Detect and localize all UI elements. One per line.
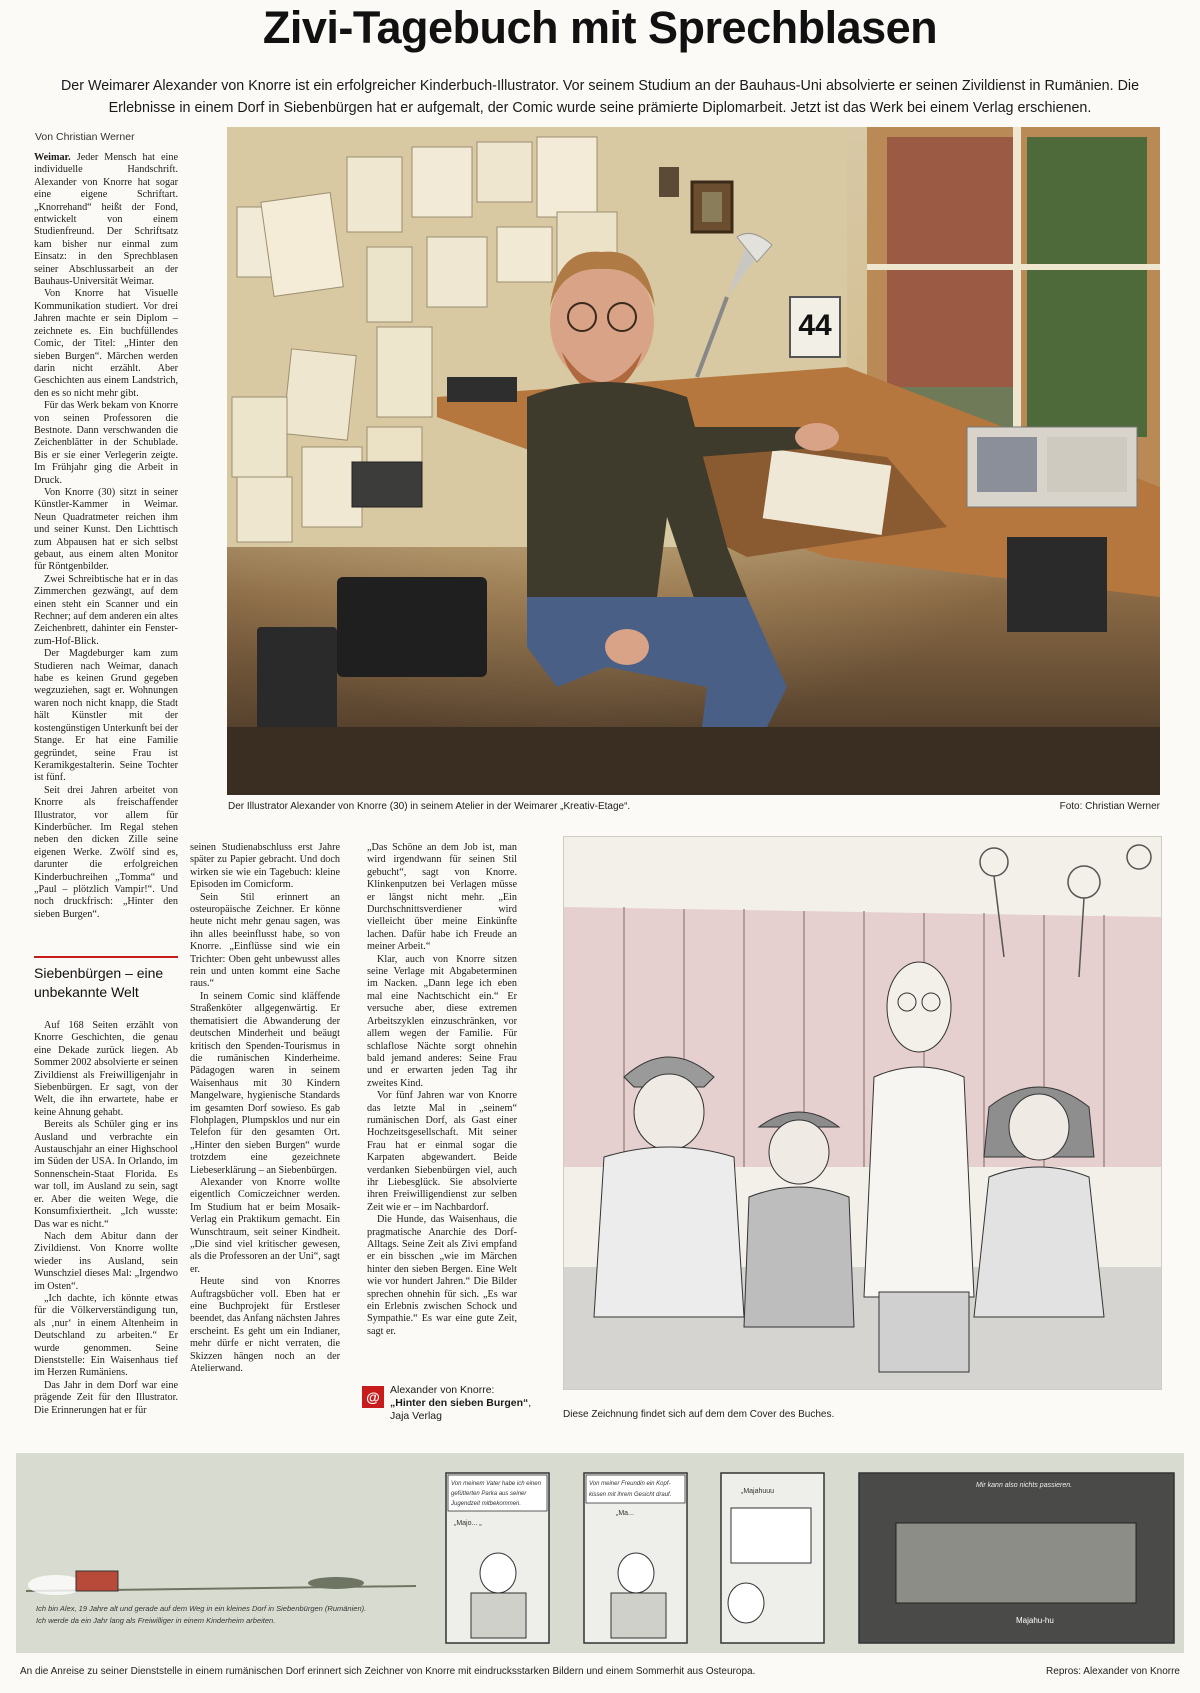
strip-panel-2-speech: „Majo... „ [454, 1520, 482, 1527]
paragraph: Der Magdeburger kam zum Studieren nach Weimar, danach habe es keinen Grund gegeben wegzuziehen, sagt er. Wohnungen waren noch nicht knapp, die Stadt hält Künstler mit der kostengünstigen Unterkunft bei der Stange. Er hat eine Familie gegründet, seine Frau ist Keramikgestalterin. Seine Tochter ist fünf. [34, 648, 179, 784]
paragraph: „Ich dachte, ich könnte etwas für die Völkerverständigung tun, als ‚nur‘ in einem Altenheim in Deutschland zu arbeiten.“ Er wurde genommen. Seine Dienststelle: Ein Waisenhaus tief im Herzen Rumäniens. [34, 1292, 178, 1379]
book-title: „Hinter den sieben Burgen“ [390, 1397, 529, 1409]
paragraph: Klar, auch von Knorre sitzen seine Verlage mit Abgabeterminen im Nacken. „Dann lege ich eben mal eine Nachtschicht ein.“ Er versuche aber, diese extremen Arbeitszyklen einzuschränken, vor allem wegen der Familie. Für schlaflose Nächte sorgt ohnehin bald jemand anderes: Seine Frau und er erwarten jeden Tag ihr zweites Kind. [367, 953, 517, 1089]
photo-credit: Foto: Christian Werner [1059, 801, 1160, 812]
book-reference [362, 1384, 542, 1428]
strip-panel-3-text-1: Von meiner Freundin ein Kopf- [589, 1481, 671, 1487]
byline: Von Christian Werner [35, 131, 135, 143]
article-column-3 [367, 842, 517, 1337]
paragraph-intro-text: Jeder Mensch hat eine individuelle Handschrift. Alexander von Knorre hat sogar eine eigene Schriftart. „Knorrehand“ heißt der Fond, entwickelt von einem Studienfreund. Der Schriftsatz kam bisher nur einmal zum Einsatz: in den Sprechblasen seiner Abschlussarbeit an der Bauhaus-Universität Weimar. [34, 152, 178, 288]
article-column-1b [34, 1020, 178, 1420]
photo-caption: Der Illustrator Alexander von Knorre (30) in seinem Atelier in der Weimarer „Kreativ-Etage“. [228, 801, 631, 812]
comic-strip [16, 1453, 1184, 1653]
strip-panel-1-text-2: Ich werde da ein Jahr lang als Freiwilliger in einem Kinderheim arbeiten. [36, 1616, 276, 1625]
book-reference-text [390, 1384, 540, 1423]
paragraph: „Das Schöne an dem Job ist, man wird irgendwann für seinen Stil gebucht“, sagt von Knorre. Klinkenputzen bei Verlagen müsse er längst nicht mehr. „Ein Durchschnittsverdiener wird vielleicht über meine Einkünfte lachen. Dafür habe ich Freude an meiner Arbeit.“ [367, 842, 517, 953]
strip-credit: Repros: Alexander von Knorre [1046, 1666, 1180, 1677]
paragraph: Nach dem Abitur dann der Zivildienst. Von Knorre wollte wieder ins Ausland, sein Wunschziel dieses Mal: „Irgendwo im Osten“. [34, 1230, 178, 1292]
strip-panel-5 [859, 1473, 1174, 1643]
paragraph: Die Hunde, das Waisenhaus, die pragmatische Anarchie des Dorf-Alltags. Seine Zeit als Zivi empfand er ein bisschen „wie im Märchen hinter den sieben Bergen. Eine Welt wie vor hundert Jahren.“ Die Bilder sprechen ohnehin für sich. „Es war ein Erlebnis zwischen Schock und Sympathie.“ Es war eine gute Zeit, sagt er. [367, 1214, 517, 1337]
paragraph: Für das Werk bekam von Knorre von seinen Professoren die Bestnote. Dann verschwanden die Zeichenblätter in der Schublade. Bis er sie einer Verlegerin zeigte. Im Frühjahr ging die Arbeit in Druck. [34, 400, 178, 486]
at-icon: @ [362, 1386, 384, 1408]
strip-panel-1-text-1: Ich bin Alex, 19 Jahre alt und gerade auf dem Weg in ein kleines Dorf in Siebenbürgen (Rumänien). [36, 1604, 367, 1613]
drawing-illustration [564, 837, 1161, 1389]
article-column-1 [34, 152, 179, 920]
drawing-caption: Diese Zeichnung findet sich auf dem dem Cover des Buches. [563, 1409, 835, 1420]
strip-panel-2-text-3: Jugendzeit mitbekommen. [451, 1501, 522, 1507]
photo-illustration [227, 127, 1160, 795]
cover-drawing [563, 836, 1162, 1390]
dateline: Weimar. [34, 152, 71, 163]
paragraph-intro [34, 152, 178, 288]
paragraph: Das Jahr in dem Dorf war eine prägende Zeit für den Illustrator. Die Erinnerungen hat er für [34, 1379, 178, 1416]
paragraph: Von Knorre hat Visuelle Kommunikation studiert. Vor drei Jahren machte er sein Diplom – zeichnete es. Ein buchfüllendes Comic, der Titel: „Hinter den sieben Burgen“. Märchen werden darin nicht erzählt. Aber Geschichten aus einem Landstrich, den es so nicht mehr gibt. [34, 288, 178, 399]
paragraph: Vor fünf Jahren war von Knorre das letzte Mal in „seinem“ rumänischen Dorf, als Gast einer Hochzeitsgesellschaft. Mit seiner Frau hat er einmal sogar die Karpaten abgewandert. Beide verdanken Siebenbürgen viel, auch ihr Liebesglück. Sie absolvierte ihren Freiwilligendienst zur selben Zeit wie er – im Nachbardorf. [367, 1090, 517, 1213]
paragraph: In seinem Comic sind kläffende Straßenköter allgegenwärtig. Er thematisiert die Abwanderung der deutschen Minderheit und beäugt kritisch den Spenden-Tourismus in die rumänischen Kinderheime. Pädagogen waren in seinem Waisenhaus mit 30 Kindern Mangelware, hygienische Standards im gesamten Dorf sowieso. Es gab Flohplagen, Plumpsklos und nur ein Telefon für den gesamten Ort. „Hinter den sieben Burgen“ wurde trotzdem eine gezeichnete Liebeserklärung – an Siebenbürgen. [190, 990, 340, 1176]
strip-panel-4-speech: „Majahuuu [741, 1488, 775, 1495]
strip-panel-4 [721, 1473, 824, 1643]
paragraph: Zwei Schreibtische hat er in das Zimmerchen gezwängt, auf dem einen steht ein Scanner und ein Rechner; auf dem anderen ein altes Zeichenbrett, dahinter ein Fenster-zum-Hof-Blick. [34, 573, 178, 647]
strip-panel-3-speech: „Ma... [616, 1510, 634, 1517]
paragraph: seinen Studienabschluss erst Jahre später zu Papier gebracht. Und doch wirken sie wie ein Tagebuch: kleine Episoden im Comicform. [190, 842, 340, 891]
strip-panel-3 [584, 1473, 687, 1643]
paragraph: Alexander von Knorre wollte eigentlich Comiczeichner werden. Im Studium hat er beim Mosaik-Verlag ein Praktikum gemacht. Ein Wunschtraum, seit seiner Kindheit. „Die sind viel kritischer gewesen, als die Professoren an der Uni“, sagt er. [190, 1176, 340, 1275]
paragraph: Auf 168 Seiten erzählt von Knorre Geschichten, die genau eine Dekade zurück liegen. Ab Sommer 2002 absolvierte er seinen Zivildienst als Freiwilligenjahr in Siebenbürgen. Er sagt, von der Welt, die ihn erwartete, habe er keine Ahnung gehabt. [34, 1020, 178, 1118]
book-author: Alexander von Knorre: [390, 1384, 495, 1396]
teaser: Der Weimarer Alexander von Knorre ist ein erfolgreicher Kinderbuch-Illustrator. Vor seinem Studium an der Bauhaus-Uni absolvierte er seinen Zivildienst in Rumänien. Die Erlebnisse in einem Dorf in Siebenbürgen hat er aufgemalt, der Comic wurde seine prämierte Diplomarbeit. Jetzt ist das Werk bei einem Verlag erschienen. [60, 78, 1140, 116]
strip-panel-2 [446, 1473, 549, 1643]
paragraph: Bereits als Schüler ging er ins Ausland und verbrachte ein Austauschjahr an einer Highschool im Süden der USA. In Orlando, im Sonnenschein-Staat Florida. Es war toll, im Ausland zu sein, sagt er. Aber die weiten Wege, die Konsumfixiertheit. „Ich wusste: Das war es nicht.“ [34, 1119, 178, 1230]
paragraph: Sein Stil erinnert an osteuropäische Zeichner. Er könne heute nicht mehr genau sagen, was ihn alles beeinflusst habe, so von Knorre. „Einflüsse sind wie ein Trichter: Oben geht unbewusst alles rein und unten kommt eine Sache raus.“ [190, 891, 340, 990]
strip-panel-3-text-2: kissen mit ihrem Gesicht drauf. [589, 1492, 672, 1498]
comic-strip-illustration [16, 1453, 1184, 1653]
strip-panel-2-text-1: Von meinem Vater habe ich einen [451, 1481, 541, 1487]
subheading: Siebenbürgen – eine unbekannte Welt [34, 956, 178, 1002]
strip-panel-5-text: Mir kann also nichts passieren. [976, 1482, 1073, 1489]
paragraph: Von Knorre (30) sitzt in seiner Künstler-Kammer in Weimar. Neun Quadratmeter reichen ihm und seiner Kunst. Den Lichttisch zum Abpausen hat er sich selbst gebaut, aus einem alten Monitor für Röntgenbilder. [34, 486, 178, 573]
paragraph: Heute sind von Knorres Auftragsbücher voll. Eben hat er eine Buchprojekt für Erstleser beendet, das Anfang nächsten Jahres erscheint. Es geht um ein Indianer, mehr dürfe er nicht verraten, die Skizzen hängen noch an der Atelierwand. [190, 1276, 340, 1375]
strip-panel-5-speech: Majahu-hu [1016, 1616, 1054, 1625]
paragraph: Seit drei Jahren arbeitet von Knorre als freischaffender Illustrator, vor allem für Kinderbücher. Im Regal stehen neben den dicken Zille seine eigenen Werke. Zwölf sind es, darunter die erfolgreichen Kinderbuchreihen „Tomma“ und „Paul – plötzlich Vampir!“. Und noch druckfrisch: „Hinter den sieben Burgen“. [34, 784, 178, 920]
article-column-2 [190, 842, 340, 1422]
strip-caption: An die Anreise zu seiner Dienststelle in einem rumänischen Dorf erinnert sich Zeichner von Knorre mit eindrucksstarken Bildern und einem Sommerhit aus Osteuropa. [20, 1666, 756, 1677]
house-number: 44 [798, 309, 832, 342]
headline: Zivi-Tagebuch mit Sprechblasen [262, 2, 938, 53]
strip-panel-2-text-2: gefütterten Parka aus seiner [451, 1491, 527, 1497]
main-photo [227, 127, 1160, 795]
book-publisher: , Jaja Verlag [390, 1397, 532, 1422]
